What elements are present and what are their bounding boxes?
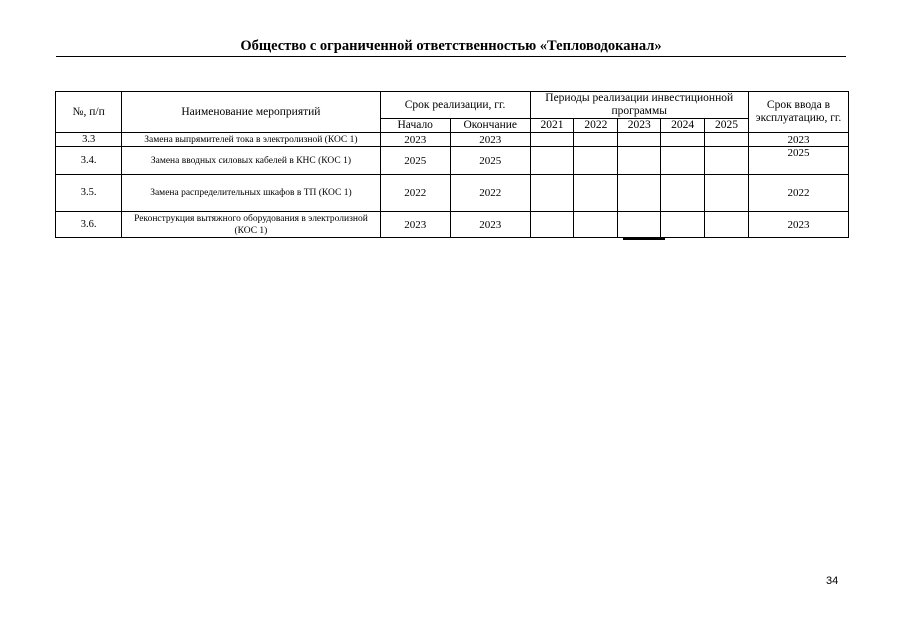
row-period-cell [618,175,661,212]
row-start: 2023 [380,212,450,238]
row-period-cell [618,133,661,147]
row-period-cell [705,147,749,175]
header-term: Срок реализации, гг. [380,92,530,119]
row-num: 3.5. [56,175,122,212]
cell-bottom-mark [623,238,665,240]
row-period-cell [574,212,618,238]
table-row [56,212,849,238]
row-end: 2022 [450,175,530,212]
header-row-1 [56,92,849,119]
row-start: 2023 [380,133,450,147]
row-period-cell [530,133,574,147]
investment-table [55,91,849,238]
row-period-cell [574,133,618,147]
row-end: 2023 [450,212,530,238]
row-end: 2025 [450,147,530,175]
row-name: Реконструкция вытяжного оборудования в электролизной (КОС 1) [122,212,380,238]
row-commission: 2022 [748,175,848,212]
row-period-cell [661,212,705,238]
page-number: 34 [826,575,839,587]
row-num: 3.3 [56,133,122,147]
table-row [56,147,849,175]
table-row [56,133,849,147]
row-period-cell [618,212,661,238]
title-divider [56,56,846,57]
header-year-2024: 2024 [661,119,705,133]
row-name: Замена вводных силовых кабелей в КНС (КОС 1) [122,147,380,175]
row-period-cell [661,147,705,175]
header-year-2021: 2021 [530,119,574,133]
row-end: 2023 [450,133,530,147]
row-name: Замена распределительных шкафов в ТП (КОС 1) [122,175,380,212]
row-period-cell [618,147,661,175]
row-period-cell [705,212,749,238]
row-num: 3.6. [56,212,122,238]
row-period-cell [705,133,749,147]
row-commission: 2025 [748,147,848,175]
header-year-2023: 2023 [618,119,661,133]
row-commission: 2023 [748,133,848,147]
row-name: Замена выпрямителей тока в электролизной (КОС 1) [122,133,380,147]
row-period-cell [661,133,705,147]
row-period-cell [530,175,574,212]
row-num: 3.4. [56,147,122,175]
organization-title: Общество с ограниченной ответственностью «Тепловодоканал» [240,38,662,54]
header-year-2025: 2025 [705,119,749,133]
row-start: 2022 [380,175,450,212]
row-period-cell [705,175,749,212]
header-term-end: Окончание [450,119,530,133]
row-period-cell [574,175,618,212]
row-period-cell [661,175,705,212]
header-periods: Периоды реализации инвестиционной программы [530,92,748,119]
header-term-start: Начало [380,119,450,133]
table-row [56,175,849,212]
row-period-cell [574,147,618,175]
header-num: №, п/п [56,92,122,133]
header-year-2022: 2022 [574,119,618,133]
header-commission: Срок ввода в эксплуатацию, гг. [748,92,848,133]
header-name: Наименование мероприятий [122,92,380,133]
row-start: 2025 [380,147,450,175]
row-period-cell [530,147,574,175]
row-commission: 2023 [748,212,848,238]
row-period-cell [530,212,574,238]
